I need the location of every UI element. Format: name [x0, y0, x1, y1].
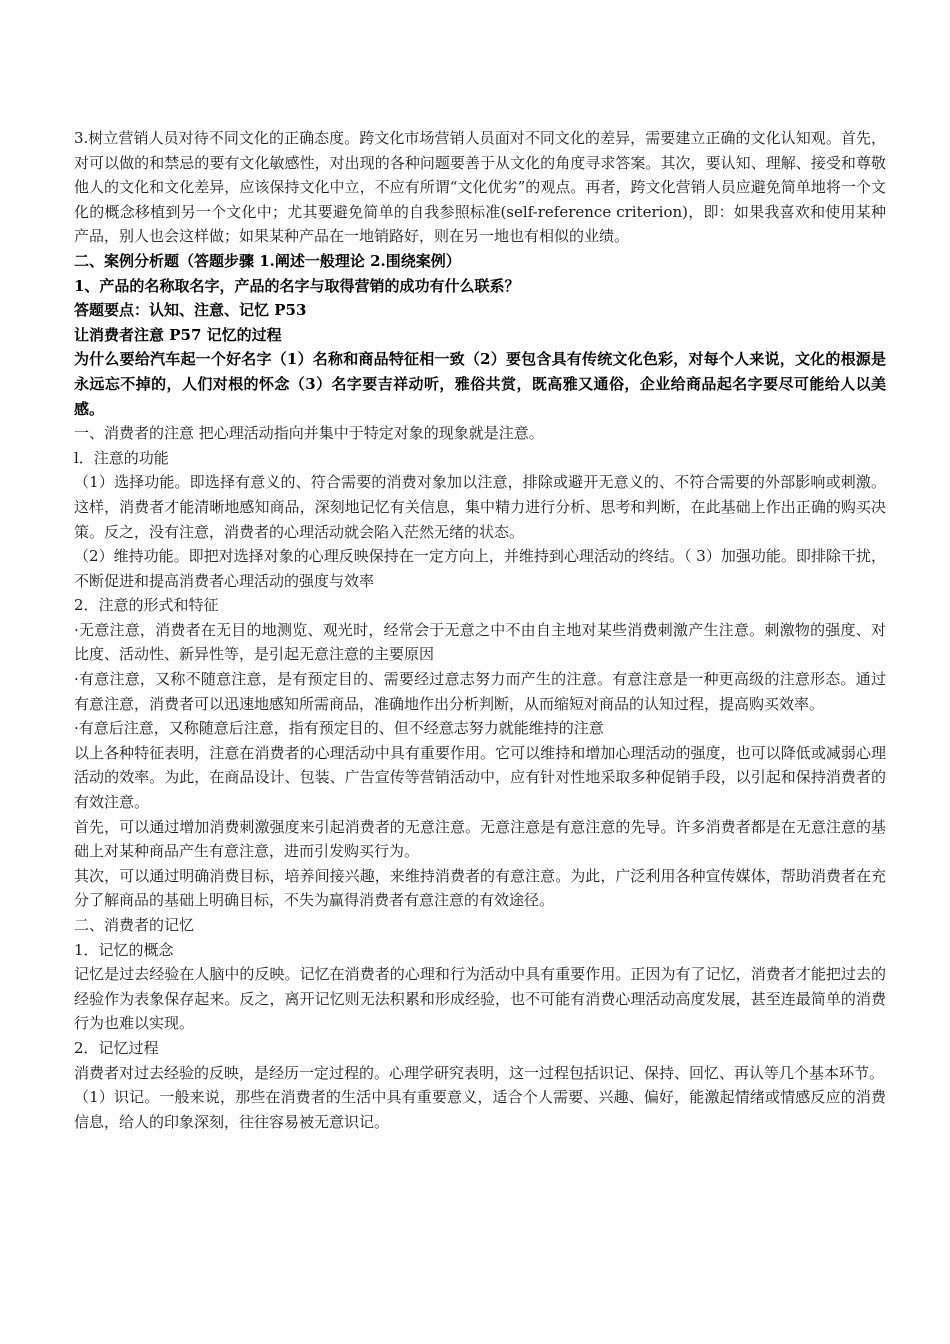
- answer-naming-reasons: 为什么要给汽车起一个好名字（1）名称和商品特征相一致（2）要包含具有传统文化色彩，对每个人来说，文化的根源是永远忘不掉的，人们对根的怀念（3）名字要吉祥动听，雅俗共赏，既高雅又通俗，企业给商品起名字要尽可能给人以美感。: [74, 350, 886, 418]
- answer-reference-line: 让消费者注意 P57 记忆的过程: [74, 325, 282, 344]
- paragraph-memorizing: （1）识记。一般来说，那些在消费者的生活中具有重要意义，适合个人需要、兴趣、偏好，能激起情绪或情感反应的消费信息，给人的印象深刻，往往容易被无意识记。: [74, 1088, 886, 1131]
- item-heading-memory-process: 2．记忆过程: [74, 1038, 159, 1057]
- document-page: [74, 126, 886, 1134]
- section-heading-case-analysis: 二、案例分析题（答题步骤 1.阐述一般理论 2.围绕案例）: [74, 251, 461, 270]
- paragraph-voluntary-attention: ·有意注意，又称不随意注意，是有预定目的、需要经过意志努力而产生的注意。有意注意是一种更高级的注意形态。通过有意注意，消费者可以迅速地感知所需商品，准确地作出分析判断，从而缩短对商品的认知过程，提高购买效率。: [74, 670, 886, 713]
- paragraph-memory-concept: 记忆是过去经验在人脑中的反映。记忆在消费者的心理和行为活动中具有重要作用。正因为有了记忆，消费者才能把过去的经验作为表象保存起来。反之，离开记忆则无法积累和形成经验，也不可能有消费心理活动高度发展，甚至连最简单的消费行为也难以实现。: [74, 965, 886, 1033]
- paragraph-attention-importance: 以上各种特征表明，注意在消费者的心理活动中具有重要作用。它可以维持和增加心理活动的强度，也可以降低或减弱心理活动的效率。为此，在商品设计、包装、广告宣传等营销活动中，应有针对性地采取多种促销手段，以引起和保持消费者的有效注意。: [74, 743, 886, 812]
- paragraph-maintain-function: （2）维持功能。即把对选择对象的心理反映保持在一定方向上，并维持到心理活动的终结。（ 3）加强功能。即排除干扰，不断促进和提高消费者心理活动的强度与效率: [74, 547, 886, 590]
- subsection-heading-memory: 二、消费者的记忆: [74, 916, 195, 934]
- paragraph-cultural-attitude: 3.树立营销人员对待不同文化的正确态度。跨文化市场营销人员面对不同文化的差异，需要建立正确的文化认知观。首先，对可以做的和禁忌的要有文化敏感性，对出现的各种问题要善于从文化的角度寻求答案。其次，要认知、理解、接受和尊敬他人的文化和文化差异，应该保持文化中立，不应有所谓“文化优劣”的观点。再者，跨文化营销人员应避免简单地将一个文化的概念移植到另一个文化中；尤其要避免简单的自我参照标准(self-reference criterion)，即：如果我喜欢和使用某种产品，别人也会这样做；如果某种产品在一地销路好，则在另一地也有相似的业绩。: [74, 129, 886, 246]
- paragraph-first-strategy: 首先，可以通过增加消费刺激强度来引起消费者的无意注意。无意注意是有意注意的先导。许多消费者都是在无意注意的基础上对某种商品产生有意注意，进而引发购买行为。: [74, 817, 886, 861]
- question-heading: 1、产品的名称取名字，产品的名字与取得营销的成功有什么联系？: [74, 276, 520, 295]
- paragraph-involuntary-attention: ·无意注意，消费者在无目的地测览、观光时，经常会于无意之中不由自主地对某些消费刺激产生注意。刺激物的强度、对比度、活动性、新异性等，是引起无意注意的主要原因: [74, 620, 886, 664]
- answer-key-points: 答题要点：认知、注意、记忆 P53: [74, 301, 307, 320]
- subsection-heading-attention: 一、消费者的注意 把心理活动指向并集中于特定对象的现象就是注意。: [74, 424, 544, 443]
- paragraph-second-strategy: 其次，可以通过明确消费目标，培养间接兴趣，来维持消费者的有意注意。为此，广泛利用各种宣传媒体，帮助消费者在充分了解商品的基础上明确目标，不失为赢得消费者有意注意的有效途径。: [74, 866, 886, 910]
- paragraph-post-voluntary-attention: ·有意后注意，又称随意后注意，指有预定目的、但不经意志努力就能维持的注意: [74, 719, 604, 738]
- item-heading-memory-concept: 1．记忆的概念: [74, 940, 174, 959]
- item-heading-attention-forms: 2．注意的形式和特征: [74, 596, 219, 615]
- paragraph-selection-function: （1）选择功能。即选择有意义的、符合需要的消费对象加以注意，排除或避开无意义的、不符合需要的外部影响或刺激。这样，消费者才能清晰地感知商品，深刻地记忆有关信息，集中精力进行分析、思考和判断，在此基础上作出正确的购买决策。反之，没有注意，消费者的心理活动就会陷入茫然无绪的状态。: [74, 473, 886, 541]
- paragraph-memory-process: 消费者对过去经验的反映，是经历一定过程的。心理学研究表明，这一过程包括识记、保持、回忆、再认等几个基本环节。: [74, 1063, 885, 1082]
- item-heading-attention-functions: l．注意的功能: [74, 448, 169, 467]
